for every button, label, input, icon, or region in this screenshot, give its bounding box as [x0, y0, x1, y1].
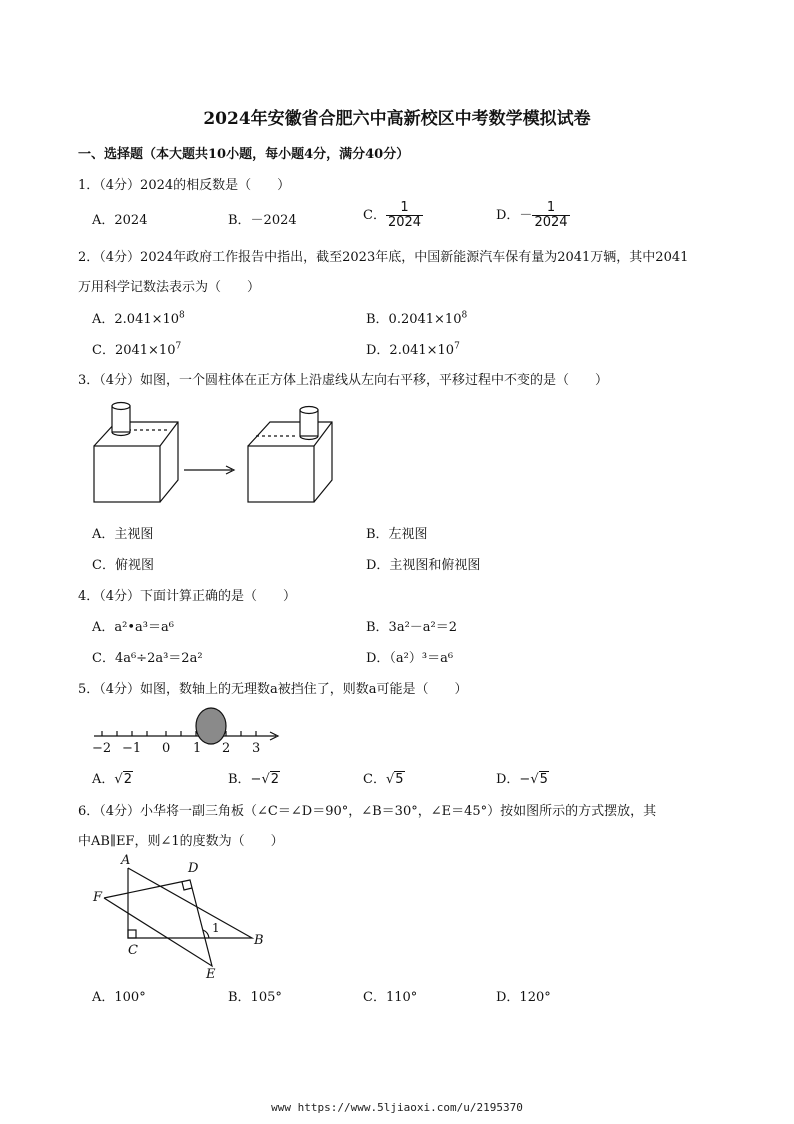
question-1-stem: 1．（4分）2024的相反数是（ ）	[78, 178, 291, 193]
q5-option-a: A．√2	[92, 772, 132, 787]
q4-option-c: C．4a⁶÷2a³＝2a²	[92, 651, 203, 666]
q3-option-a: A．主视图	[92, 527, 154, 542]
svg-text:E: E	[206, 967, 216, 980]
q1-option-d: D．－ $\frac{1}{2024}$	[496, 200, 568, 230]
q3-option-b: B．左视图	[366, 527, 428, 542]
svg-text:B: B	[254, 933, 264, 948]
q6-option-b: B．105°	[228, 990, 282, 1005]
question-6-stem-line2: 中AB∥EF，则∠1的度数为（ ）	[78, 834, 284, 849]
cube-cylinder-figure	[88, 396, 338, 512]
q4-option-b: B．3a²－a²＝2	[366, 620, 458, 635]
svg-text:A: A	[121, 853, 131, 868]
axis-label: 1	[193, 741, 202, 754]
q6-option-a: A．100°	[92, 990, 146, 1005]
axis-label: 3	[252, 741, 261, 754]
q4-option-d: D．（a²）³＝a⁶	[366, 651, 454, 666]
q2-option-b: B．$0.2041\times 10^8$	[366, 310, 468, 327]
q5-option-d: D．−√5	[496, 772, 548, 787]
q1-option-c: C． $\frac{1}{2024}$	[363, 200, 422, 230]
footer-url: www https://www.5ljiaoxi.com/u/2195370	[271, 1101, 523, 1114]
question-3-stem: 3．（4分）如图，一个圆柱体在正方体上沿虚线从左向右平移，平移过程中不变的是（ ）	[78, 373, 609, 388]
svg-text:F: F	[93, 890, 103, 905]
q5-option-b: B．−√2	[228, 772, 280, 787]
question-6-stem-line1: 6．（4分）小华将一副三角板（∠C＝∠D＝90°，∠B＝30°，∠E＝45°）按如图所示的方式摆放，其	[78, 804, 657, 819]
q4-option-a: A．a²•a³＝a⁶	[92, 620, 174, 635]
axis-label: −1	[122, 741, 142, 754]
q1-option-b: B．－2024	[228, 213, 297, 228]
axis-ticks	[102, 731, 256, 736]
q2-option-c: C．$2041\times 10^7$	[92, 341, 182, 358]
q3-option-c: C．俯视图	[92, 558, 154, 573]
svg-text:D: D	[188, 861, 199, 876]
covering-blob	[196, 708, 226, 744]
q6-option-c: C．110°	[363, 990, 418, 1005]
q2-option-a: A．$2.041\times 10^8$	[92, 310, 185, 327]
question-2-stem-line2: 万用科学记数法表示为（ ）	[78, 280, 261, 295]
svg-text:1: 1	[212, 921, 220, 935]
q5-option-c: C．√5	[363, 772, 404, 787]
q3-option-d: D．主视图和俯视图	[366, 558, 481, 573]
q2-option-d: D．$2.041\times 10^7$	[366, 341, 460, 358]
axis-label: −2	[92, 741, 112, 754]
axis-label: 0	[162, 741, 171, 754]
q6-option-d: D．120°	[496, 990, 551, 1005]
question-2-stem-line1: 2．（4分）2024年政府工作报告中指出，截至2023年底，中国新能源汽车保有量为2041万辆，其中2041	[78, 250, 689, 265]
question-5-stem: 5．（4分）如图，数轴上的无理数a被挡住了，则数a可能是（ ）	[78, 682, 468, 697]
axis-label: 2	[222, 741, 231, 754]
number-line-figure	[88, 702, 288, 754]
svg-text:C: C	[128, 943, 138, 958]
section-heading: 一、选择题（本大题共10小题，每小题4分，满分40分）	[78, 147, 410, 162]
page-title: 2024年安徽省合肥六中高新校区中考数学模拟试卷	[203, 109, 591, 129]
q1-option-a: A．2024	[92, 213, 148, 228]
triangle-set-figure	[88, 850, 274, 980]
question-4-stem: 4．（4分）下面计算正确的是（ ）	[78, 589, 297, 604]
